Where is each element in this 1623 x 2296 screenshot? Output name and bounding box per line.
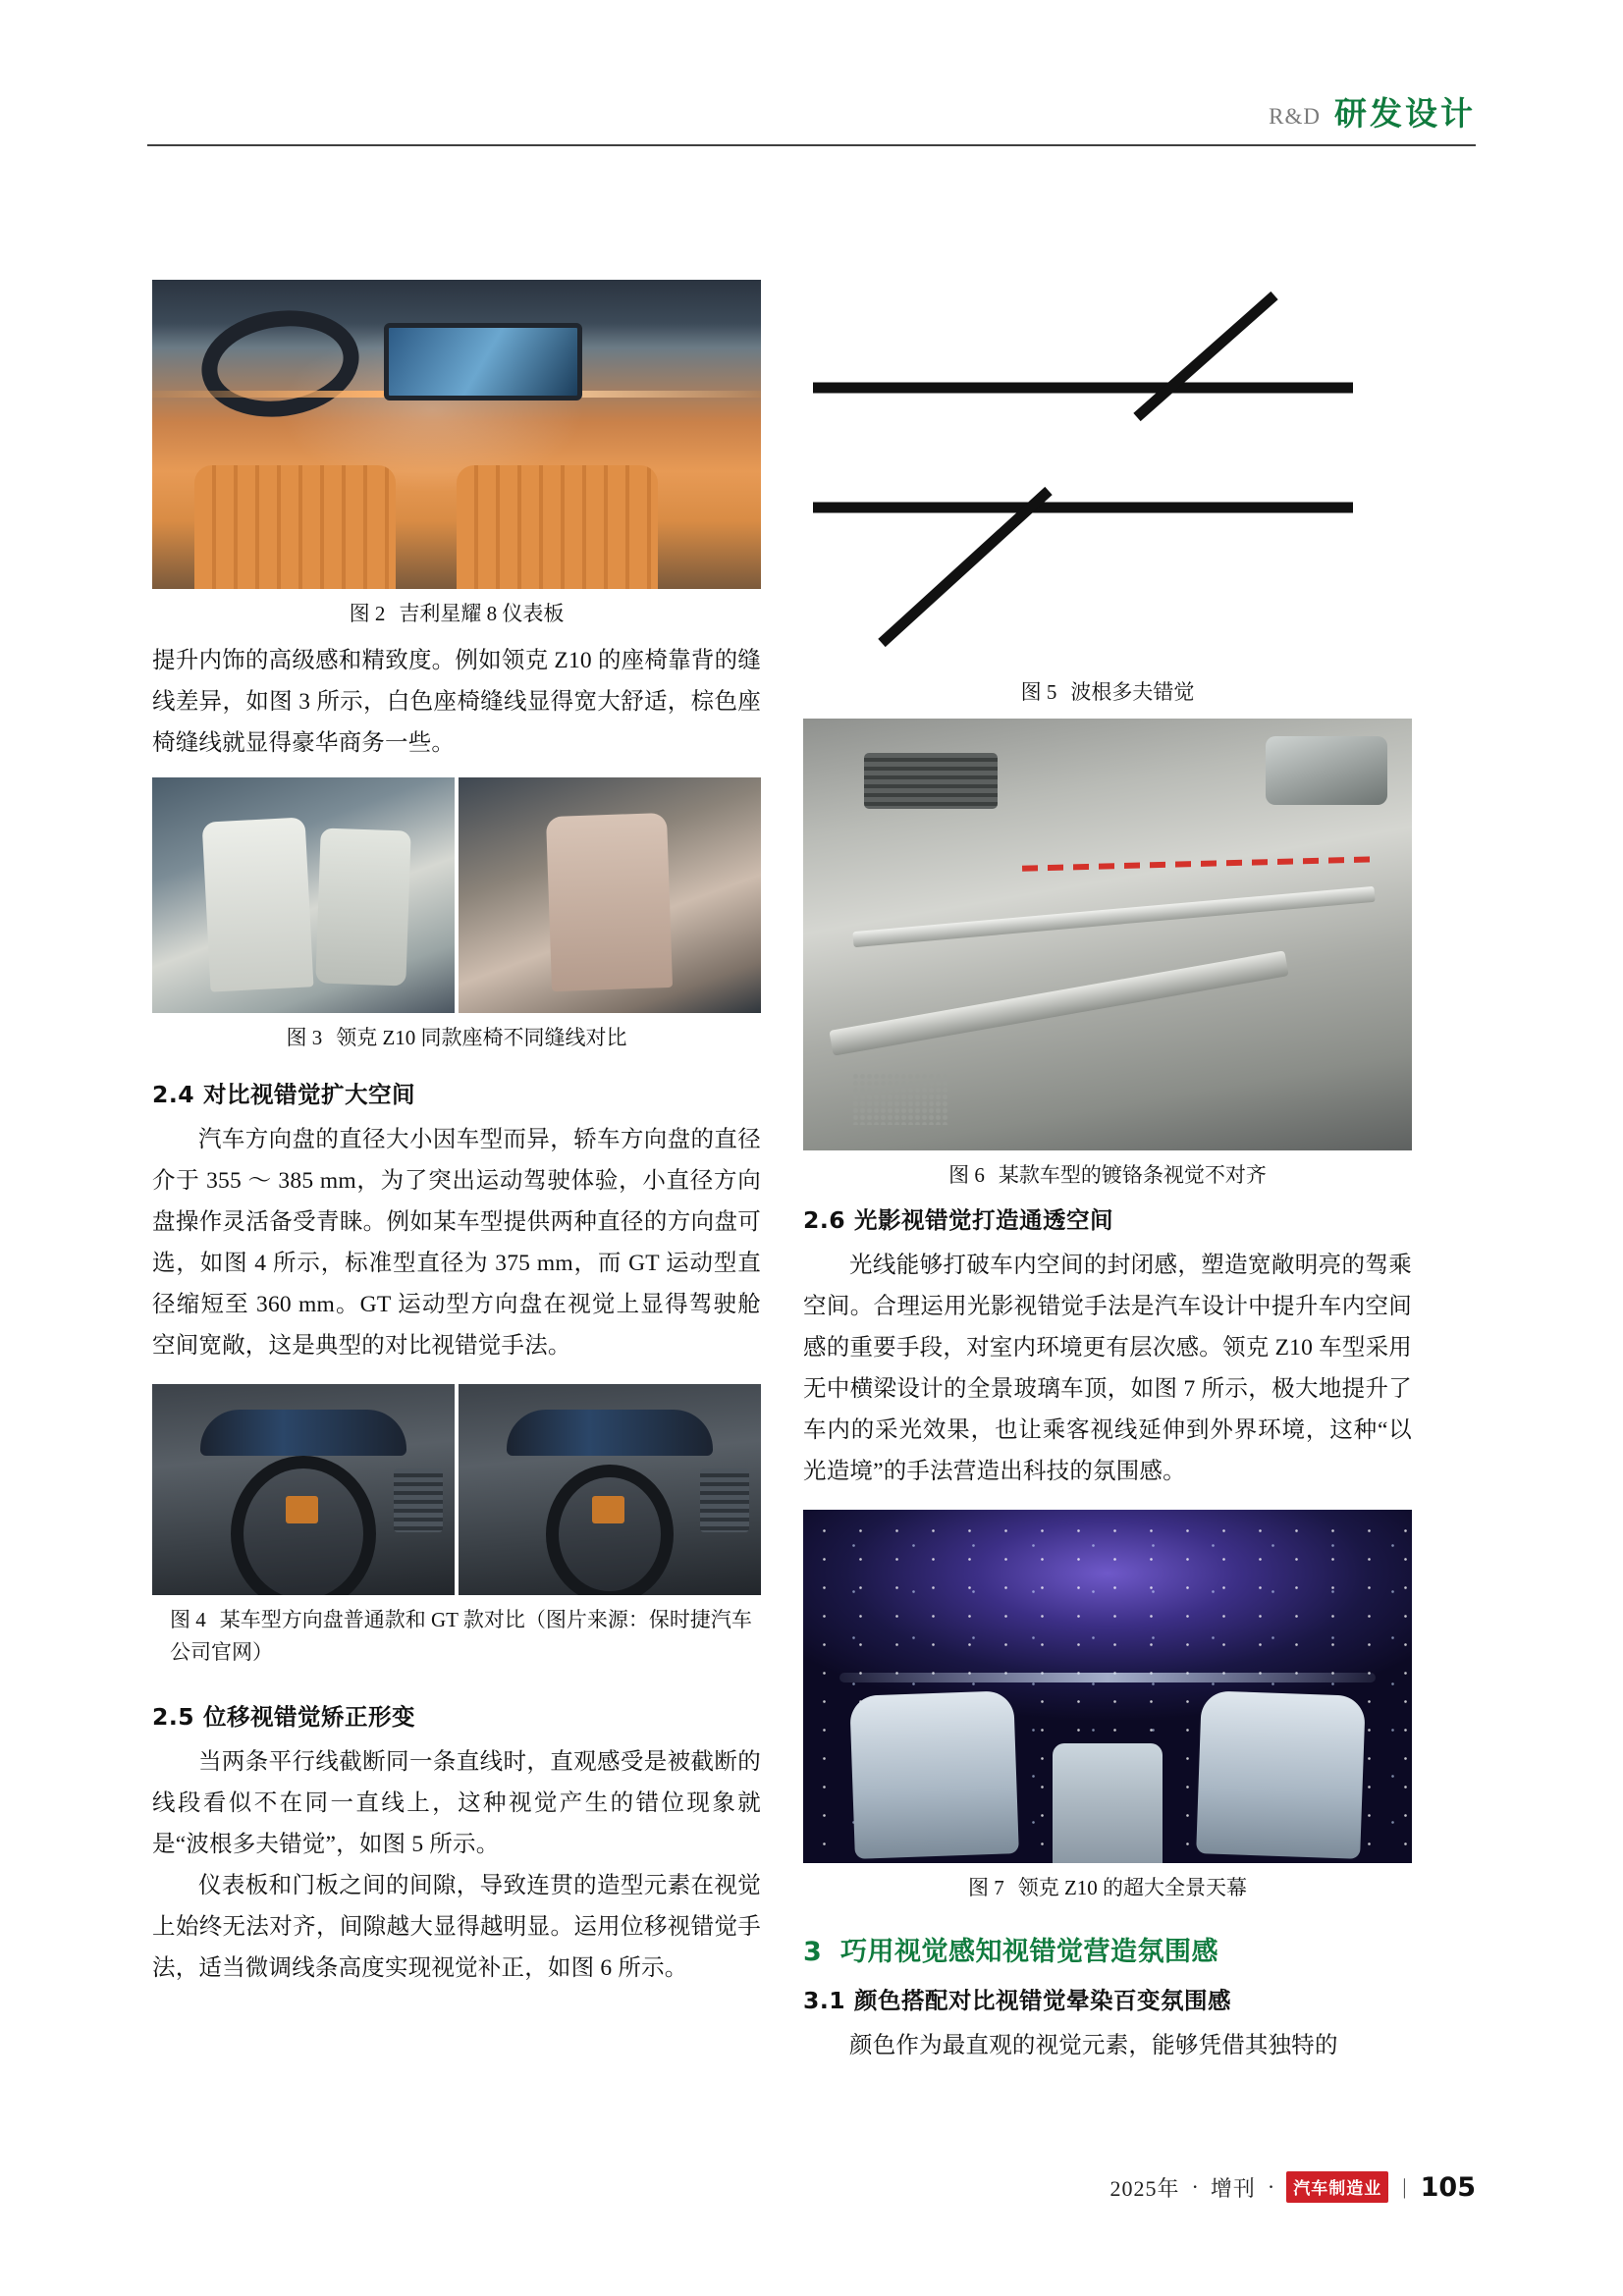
figure-2: [152, 280, 761, 630]
white-seat-photo: [152, 777, 455, 1013]
section-2-4-heading: [152, 1076, 761, 1109]
roof-rail: [839, 1673, 1376, 1682]
figure-5: [803, 280, 1412, 709]
figure-7-image: [803, 1510, 1412, 1863]
figure-6: [803, 719, 1412, 1192]
figure-3-caption-number: 图 3: [286, 1026, 323, 1049]
side-mirror: [1266, 736, 1387, 805]
left-column: [152, 280, 761, 1989]
figure-2-caption-text: 吉利星耀 8 仪表板: [399, 602, 565, 625]
air-vent: [864, 753, 998, 809]
figure-5-caption: [803, 676, 1412, 709]
figure-3: [152, 777, 761, 1054]
page-number: 105: [1420, 2171, 1476, 2203]
figure-2-caption: [152, 598, 761, 630]
steering-wheel-standard: [231, 1456, 376, 1595]
right-paragraph-2: 颜色作为最直观的视觉元素，能够凭借其独特的: [849, 2033, 1338, 2058]
figure-3-caption-text: 领克 Z10 同款座椅不同缝线对比: [336, 1026, 627, 1049]
left-paragraph-3: 当两条平行线截断同一条直线时，直观感受是被截断的线段看似不在同一直线上，这种视觉产生的错位现象就是“波根多夫错觉”，如图 5 所示。: [152, 1749, 761, 1857]
figure-4-image: [152, 1384, 761, 1595]
instrument-cluster: [507, 1410, 712, 1456]
left-paragraph-2: 汽车方向盘的直径大小因车型而异，轿车方向盘的直径介于 355 ～ 385 mm，为了突出运动驾驶体验，小直径方向盘操作灵活备受青睐。例如某车型提供两种直径的方向盘可选，如图 4 所示，标准型直径为 375 mm，而 GT 运动型直径缩短至 360 mm。GT 运动型方向盘在视觉上显得驾驶舱空间宽敞，这是典型的对比视错觉手法。: [152, 1127, 761, 1359]
figure-4-caption-text: 某车型方向盘普通款和 GT 款对比（图片来源：保时捷汽车公司官网）: [170, 1608, 752, 1664]
header-rd-label: R&D: [1269, 104, 1321, 129]
figure-7-caption-text: 领克 Z10 的超大全景天幕: [1017, 1876, 1248, 1899]
ambient-light-strip: [152, 391, 761, 398]
footer-year: 2025年: [1109, 2175, 1180, 2201]
header-section-title: 研发设计: [1334, 94, 1476, 133]
misalignment-marker: [1022, 856, 1376, 871]
figure-3-image: [152, 777, 761, 1013]
figure-2-image: [152, 280, 761, 589]
figure-7: [803, 1510, 1412, 1904]
seat-left: [194, 465, 396, 589]
figure-7-caption: [803, 1872, 1412, 1904]
header-inner: [147, 88, 1476, 146]
section-2-5-heading: [152, 1698, 761, 1732]
steering-wheel-hub: [592, 1496, 625, 1523]
steering-wheel-hub: [286, 1496, 319, 1523]
figure-4: [152, 1384, 761, 1669]
figure-5-caption-text: 波根多夫错觉: [1070, 680, 1195, 704]
door-speaker: [852, 1073, 949, 1125]
footer-separator: |: [1402, 2174, 1407, 2199]
standard-steering-wheel-photo: [152, 1384, 455, 1595]
figure-7-caption-number: 图 7: [967, 1876, 1004, 1899]
section-2-4-title: 对比视错觉扩大空间: [203, 1081, 415, 1108]
figure-6-caption-number: 图 6: [948, 1163, 985, 1187]
figure-4-caption-number: 图 4: [170, 1608, 206, 1631]
air-vent: [700, 1468, 748, 1532]
left-paragraph-4: 仪表板和门板之间的间隙，导致连贯的造型元素在视觉上始终无法对齐，间隙越大显得越明显。运用位移视错觉手法，适当微调线条高度实现视觉补正，如图 6 所示。: [152, 1873, 761, 1981]
footer-middot: ·: [1191, 2174, 1199, 2199]
page-header: [147, 88, 1476, 157]
figure-2-caption-number: 图 2: [349, 602, 386, 625]
figure-6-image: [803, 719, 1412, 1150]
figure-6-caption: [803, 1159, 1412, 1192]
section-3-number: 3: [803, 1937, 823, 1967]
center-console: [1053, 1743, 1163, 1863]
air-vent: [394, 1468, 442, 1532]
section-2-4-number: 2.4: [152, 1081, 195, 1108]
figure-5-caption-number: 图 5: [1020, 680, 1057, 704]
section-3-1-heading: [803, 1982, 1412, 2015]
page-footer: [147, 2171, 1476, 2203]
section-3-1-number: 3.1: [803, 1987, 846, 2014]
footer-middot-2: ·: [1267, 2174, 1275, 2199]
seat-right: [457, 465, 658, 589]
chrome-trim-door: [829, 950, 1289, 1055]
section-2-6-number: 2.6: [803, 1206, 846, 1234]
chrome-trim-dashboard: [852, 885, 1376, 946]
figure-4-caption: [152, 1604, 761, 1669]
gt-steering-wheel-photo: [459, 1384, 761, 1595]
left-paragraph-1: 提升内饰的高级感和精致度。例如领克 Z10 的座椅靠背的缝线差异，如图 3 所示，白色座椅缝线显得宽大舒适，棕色座椅缝线就显得豪华商务一些。: [152, 648, 761, 756]
footer-issue: 增刊: [1210, 2175, 1256, 2201]
section-3-1-title: 颜色搭配对比视错觉晕染百变氛围感: [854, 1987, 1231, 2014]
figure-3-caption: [152, 1022, 761, 1054]
section-2-6-heading: [803, 1201, 1412, 1235]
brown-seat-photo: [459, 777, 761, 1013]
seat-right: [1196, 1690, 1366, 1858]
right-paragraph-1: 光线能够打破车内空间的封闭感，塑造宽敞明亮的驾乘空间。合理运用光影视错觉手法是汽车设计中提升车内空间感的重要手段，对室内环境更有层次感。领克 Z10 车型采用无中横梁设计的全景玻璃车顶，如图 7 所示，极大地提升了车内的采光效果，也让乘客视线延伸到外界环境，这种“以光造境”的手法营造出科技的氛围感。: [803, 1253, 1412, 1484]
figure-5-image: [803, 280, 1412, 667]
seat-left: [849, 1690, 1019, 1858]
steering-wheel-gt: [546, 1465, 673, 1595]
section-2-6-title: 光影视错觉打造通透空间: [854, 1206, 1113, 1234]
figure-6-caption-text: 某款车型的镀铬条视觉不对齐: [998, 1163, 1267, 1187]
poggendorff-illusion-diagram: [803, 280, 1412, 667]
section-2-5-number: 2.5: [152, 1703, 195, 1731]
section-3-title: 巧用视觉感知视错觉营造氛围感: [840, 1937, 1218, 1967]
journal-logo: 汽车制造业: [1286, 2171, 1388, 2203]
section-3-heading: [803, 1930, 1412, 1968]
section-2-5-title: 位移视错觉矫正形变: [203, 1703, 415, 1731]
instrument-cluster: [200, 1410, 406, 1456]
right-column: [803, 280, 1412, 2066]
